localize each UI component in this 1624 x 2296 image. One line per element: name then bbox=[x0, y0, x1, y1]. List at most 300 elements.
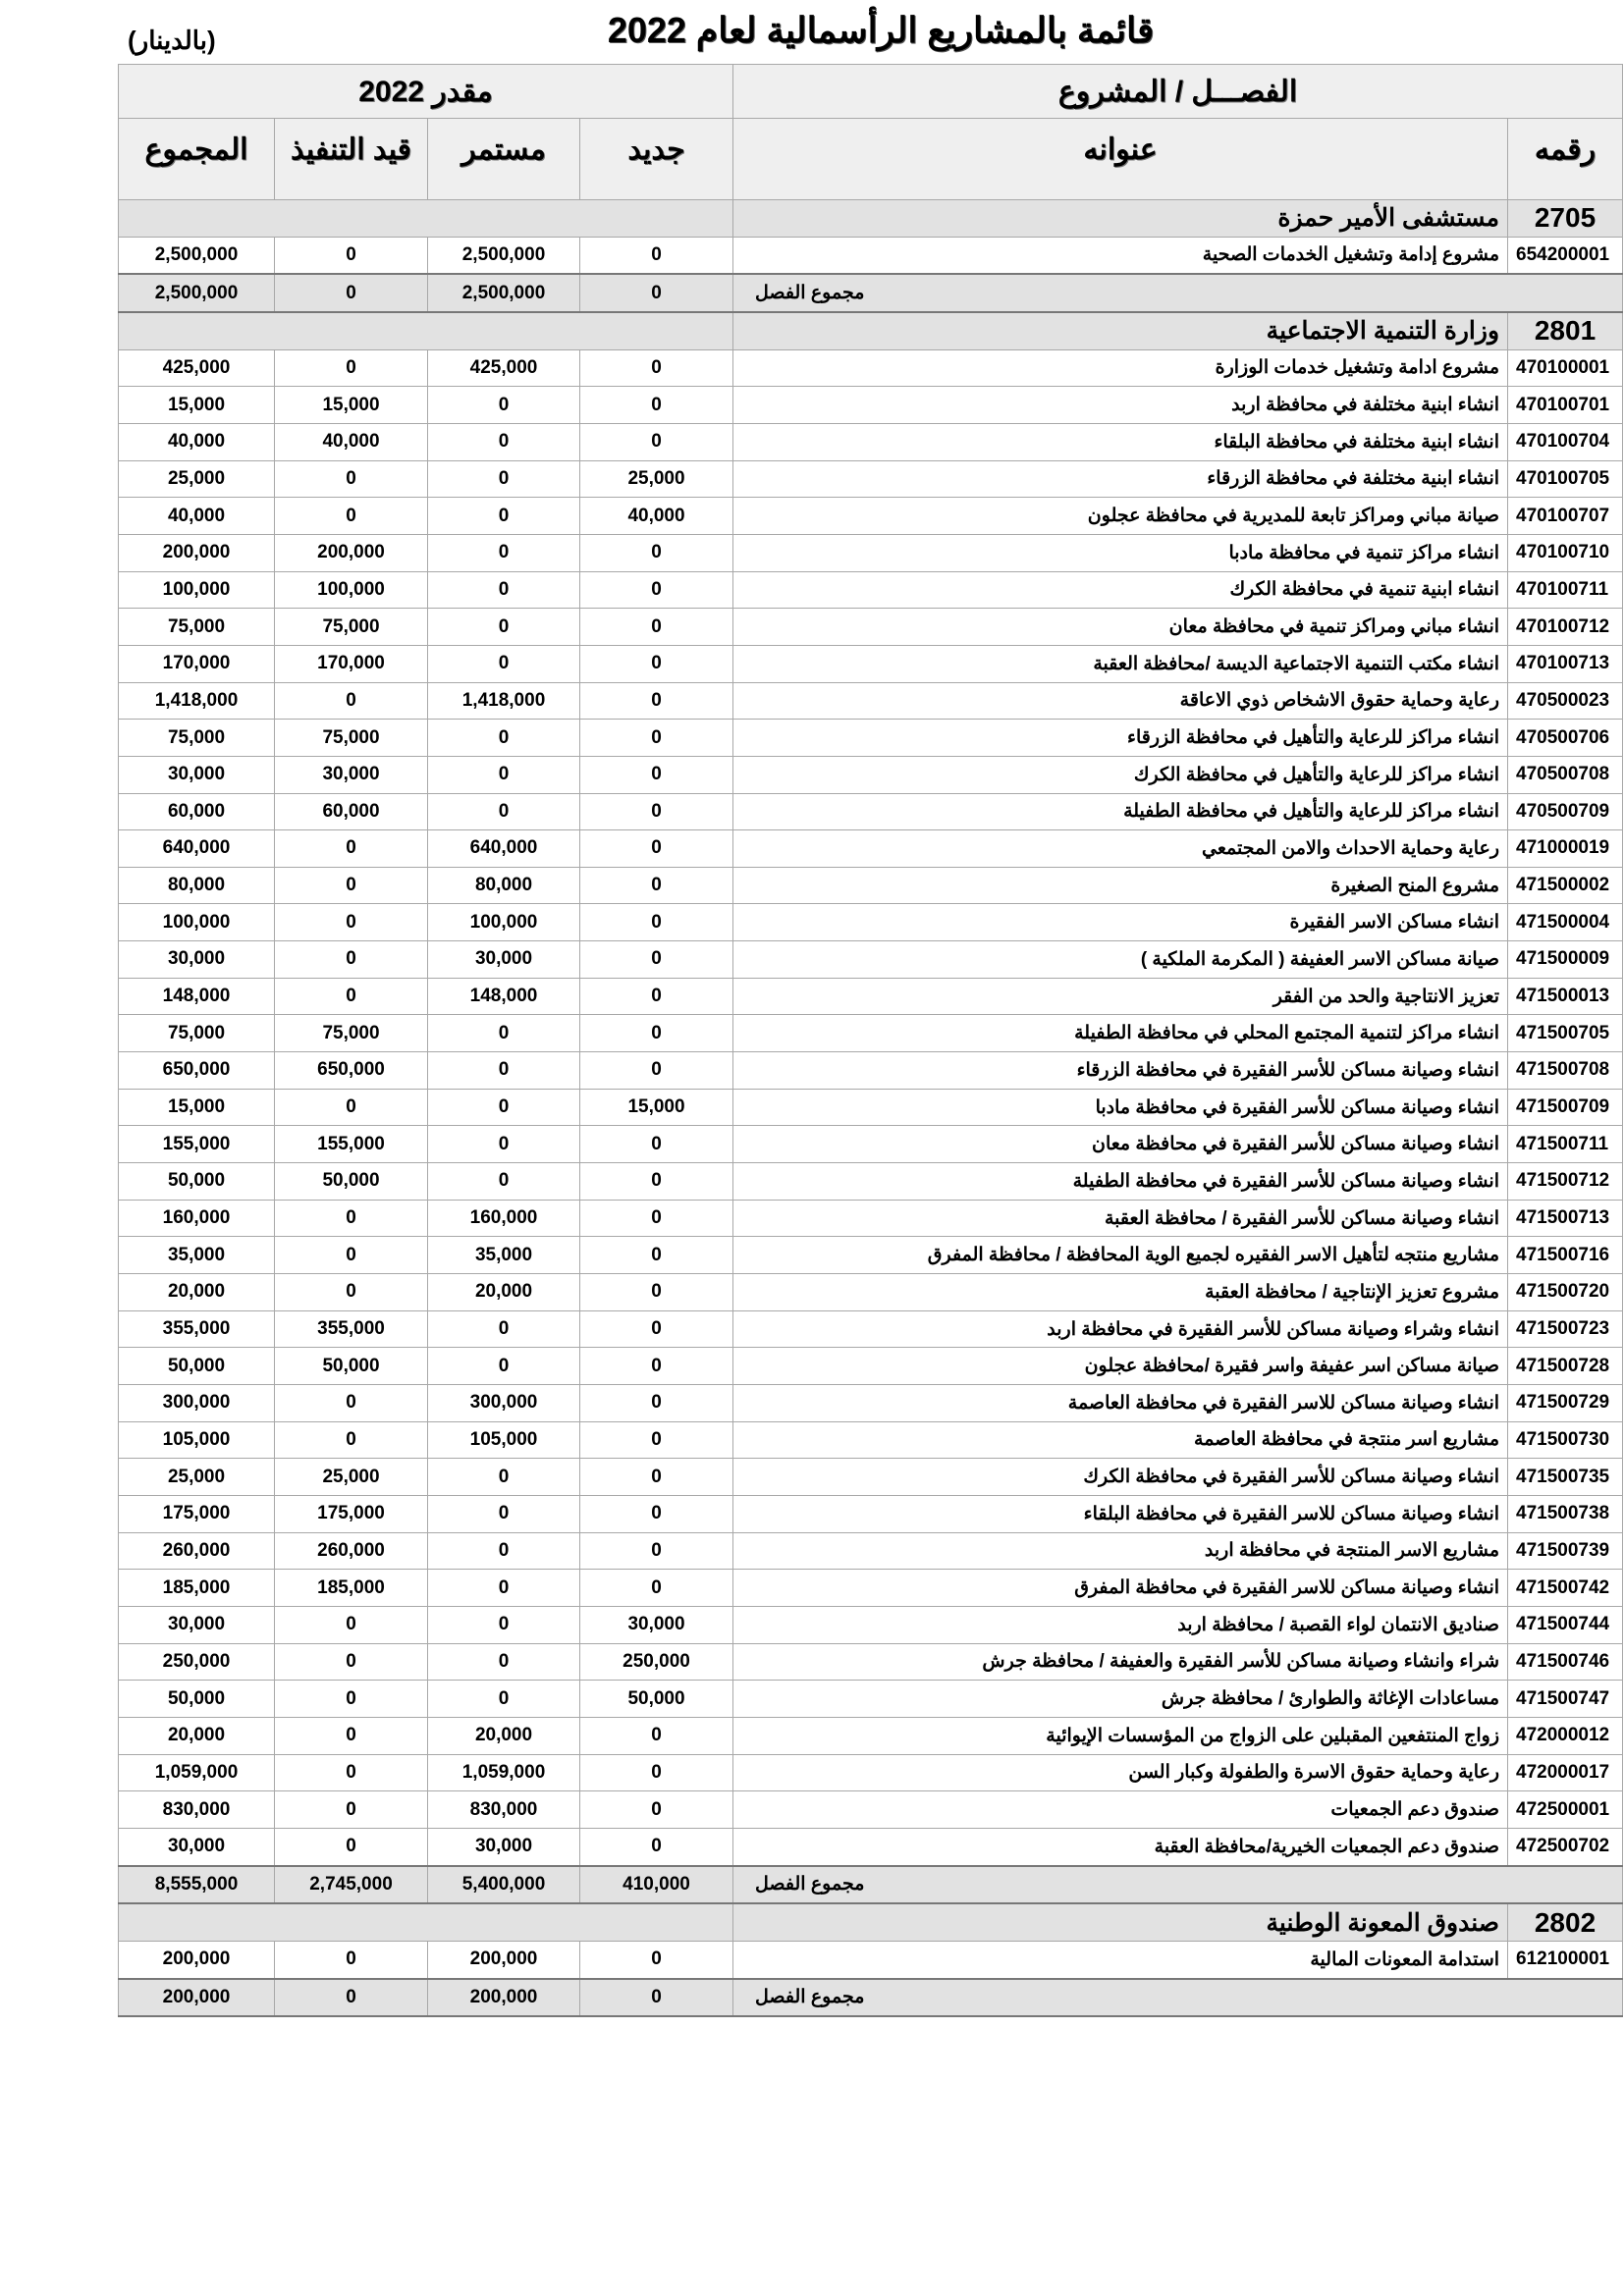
project-code-cell: 471500013 bbox=[1508, 978, 1623, 1015]
table-row bbox=[119, 793, 1623, 830]
in-progress-cell: 0 bbox=[275, 1717, 428, 1754]
continuing-cell: 100,000 bbox=[428, 904, 580, 941]
total-cell: 25,000 bbox=[119, 460, 275, 498]
in-progress-cell: 0 bbox=[275, 830, 428, 868]
total-cell: 1,059,000 bbox=[119, 1754, 275, 1791]
new-cell: 0 bbox=[580, 1052, 733, 1090]
continuing-cell: 0 bbox=[428, 720, 580, 757]
continuing-cell: 160,000 bbox=[428, 1200, 580, 1237]
project-code-cell: 471500739 bbox=[1508, 1532, 1623, 1570]
project-name-cell: انشاء مراكز للرعاية والتأهيل في محافظة الطفيلة bbox=[733, 793, 1508, 830]
new-cell: 0 bbox=[580, 1274, 733, 1311]
continuing-cell: 0 bbox=[428, 793, 580, 830]
section-code: 2801 bbox=[1508, 312, 1623, 349]
in-progress-cell: 25,000 bbox=[275, 1459, 428, 1496]
table-row bbox=[119, 571, 1623, 609]
continuing-cell: 0 bbox=[428, 1570, 580, 1607]
table-row bbox=[119, 830, 1623, 868]
section-total-label-cell bbox=[733, 1866, 1623, 1904]
continuing-cell: 0 bbox=[428, 1643, 580, 1681]
total-cell: 25,000 bbox=[119, 1459, 275, 1496]
table-row bbox=[119, 1089, 1623, 1126]
in-progress-cell: 175,000 bbox=[275, 1495, 428, 1532]
new-cell: 0 bbox=[580, 830, 733, 868]
continuing-cell: 0 bbox=[428, 1052, 580, 1090]
table-row bbox=[119, 1459, 1623, 1496]
continuing-cell: 80,000 bbox=[428, 867, 580, 904]
in-progress-cell: 50,000 bbox=[275, 1163, 428, 1201]
project-name-cell: مشروع تعزيز الإنتاجية / محافظة العقبة bbox=[733, 1274, 1508, 1311]
table-row bbox=[119, 1754, 1623, 1791]
in-progress-cell: 0 bbox=[275, 349, 428, 387]
total-cell: 40,000 bbox=[119, 423, 275, 460]
in-progress-cell: 0 bbox=[275, 460, 428, 498]
total-cell: 1,418,000 bbox=[119, 682, 275, 720]
table-row bbox=[119, 387, 1623, 424]
in-progress-cell: 100,000 bbox=[275, 571, 428, 609]
in-progress-cell: 0 bbox=[275, 498, 428, 535]
project-code-cell: 470100001 bbox=[1508, 349, 1623, 387]
new-cell: 0 bbox=[580, 1570, 733, 1607]
in-progress-cell: 0 bbox=[275, 1681, 428, 1718]
project-code-cell: 471500002 bbox=[1508, 867, 1623, 904]
total-cell: 148,000 bbox=[119, 978, 275, 1015]
page-title-text: قائمة بالمشاريع الرأسمالية لعام 2022 bbox=[607, 10, 1155, 50]
project-code-cell: 472000012 bbox=[1508, 1717, 1623, 1754]
page-title bbox=[0, 10, 1624, 51]
new-cell: 0 bbox=[580, 1163, 733, 1201]
project-code-cell: 471500744 bbox=[1508, 1606, 1623, 1643]
project-code-cell: 470500708 bbox=[1508, 756, 1623, 793]
continuing-cell: 1,059,000 bbox=[428, 1754, 580, 1791]
section-code: 2705 bbox=[1508, 200, 1623, 238]
total-cell: 50,000 bbox=[119, 1163, 275, 1201]
project-code-cell: 470100711 bbox=[1508, 571, 1623, 609]
in-progress-cell: 15,000 bbox=[275, 387, 428, 424]
total-cell: 160,000 bbox=[119, 1200, 275, 1237]
in-progress-cell: 170,000 bbox=[275, 645, 428, 682]
in-progress-cell: 30,000 bbox=[275, 756, 428, 793]
continuing-cell: 425,000 bbox=[428, 349, 580, 387]
project-name-cell: انشاء مراكز لتنمية المجتمع المحلي في محافظة الطفيلة bbox=[733, 1015, 1508, 1052]
col-continuing-header: مستمر bbox=[428, 119, 580, 200]
project-name-cell: مشروع المنح الصغيرة bbox=[733, 867, 1508, 904]
section-header-row bbox=[119, 312, 1623, 349]
project-name-cell: صيانة مساكن الاسر العفيفة ( المكرمة الملكية ) bbox=[733, 941, 1508, 979]
continuing-cell: 1,418,000 bbox=[428, 682, 580, 720]
table-row bbox=[119, 534, 1623, 571]
project-code-cell: 471500009 bbox=[1508, 941, 1623, 979]
project-name-cell: رعاية وحماية حقوق الاسرة والطفولة وكبار السن bbox=[733, 1754, 1508, 1791]
project-code-cell: 470100701 bbox=[1508, 387, 1623, 424]
project-name-cell: انشاء وصيانة مساكن للاسر الفقيرة في محافظة البلقاء bbox=[733, 1495, 1508, 1532]
continuing-cell: 0 bbox=[428, 423, 580, 460]
table-row bbox=[119, 1348, 1623, 1385]
new-cell: 15,000 bbox=[580, 1089, 733, 1126]
project-code-cell: 471500708 bbox=[1508, 1052, 1623, 1090]
project-name-cell: صندوق دعم الجمعيات bbox=[733, 1791, 1508, 1829]
project-name-cell: انشاء ابنية مختلفة في محافظة اربد bbox=[733, 387, 1508, 424]
new-cell: 0 bbox=[580, 1754, 733, 1791]
project-code-cell: 471500713 bbox=[1508, 1200, 1623, 1237]
table-row bbox=[119, 237, 1623, 274]
project-name-cell: مشاريع منتجه لتأهيل الاسر الفقيره لجميع الوية المحافظة / محافظة المفرق bbox=[733, 1237, 1508, 1274]
new-sum-cell: 0 bbox=[580, 274, 733, 312]
project-name-cell: صيانة مساكن اسر عفيفة واسر فقيرة /محافظة عجلون bbox=[733, 1348, 1508, 1385]
in-progress-cell: 0 bbox=[275, 1385, 428, 1422]
table-row bbox=[119, 1643, 1623, 1681]
project-name-cell: انشاء وصيانة مساكن للأسر الفقيرة في محافظة الطفيلة bbox=[733, 1163, 1508, 1201]
continuing-cell: 830,000 bbox=[428, 1791, 580, 1829]
new-sum-cell: 410,000 bbox=[580, 1866, 733, 1904]
new-cell: 0 bbox=[580, 904, 733, 941]
project-code-cell: 471500716 bbox=[1508, 1237, 1623, 1274]
total-cell: 300,000 bbox=[119, 1385, 275, 1422]
in-progress-cell: 0 bbox=[275, 1828, 428, 1865]
currency-unit-label: (بالدينار) bbox=[128, 26, 216, 55]
continuing-cell: 0 bbox=[428, 1606, 580, 1643]
continuing-cell: 0 bbox=[428, 1310, 580, 1348]
new-cell: 0 bbox=[580, 1310, 733, 1348]
in-progress-cell: 75,000 bbox=[275, 609, 428, 646]
total-sum-cell: 200,000 bbox=[119, 1979, 275, 2017]
continuing-cell: 0 bbox=[428, 1126, 580, 1163]
table-row bbox=[119, 1495, 1623, 1532]
continuing-cell: 200,000 bbox=[428, 1941, 580, 1978]
new-cell: 0 bbox=[580, 1532, 733, 1570]
project-name-cell: انشاء وشراء وصيانة مساكن للأسر الفقيرة في محافظة اربد bbox=[733, 1310, 1508, 1348]
project-name-cell: رعاية وحماية الاحداث والامن المجتمعي bbox=[733, 830, 1508, 868]
project-code-cell: 471500735 bbox=[1508, 1459, 1623, 1496]
table-row bbox=[119, 941, 1623, 979]
project-code-cell: 470100710 bbox=[1508, 534, 1623, 571]
table-row bbox=[119, 460, 1623, 498]
project-name-cell: انشاء ابنية مختلفة في محافظة الزرقاء bbox=[733, 460, 1508, 498]
total-cell: 425,000 bbox=[119, 349, 275, 387]
table-row bbox=[119, 1421, 1623, 1459]
in-progress-cell: 200,000 bbox=[275, 534, 428, 571]
total-cell: 20,000 bbox=[119, 1717, 275, 1754]
in-progress-sum-cell: 0 bbox=[275, 274, 428, 312]
in-progress-cell: 75,000 bbox=[275, 1015, 428, 1052]
in-progress-cell: 0 bbox=[275, 867, 428, 904]
table-row bbox=[119, 1385, 1623, 1422]
new-cell: 0 bbox=[580, 1717, 733, 1754]
table-row bbox=[119, 867, 1623, 904]
project-name-cell: انشاء مساكن الاسر الفقيرة bbox=[733, 904, 1508, 941]
continuing-cell: 0 bbox=[428, 645, 580, 682]
in-progress-cell: 260,000 bbox=[275, 1532, 428, 1570]
section-total-row bbox=[119, 1866, 1623, 1904]
in-progress-cell: 50,000 bbox=[275, 1348, 428, 1385]
table-row bbox=[119, 1200, 1623, 1237]
continuing-cell: 0 bbox=[428, 571, 580, 609]
table-row bbox=[119, 1310, 1623, 1348]
new-cell: 0 bbox=[580, 941, 733, 979]
continuing-sum-cell: 200,000 bbox=[428, 1979, 580, 2017]
project-code-cell: 470500706 bbox=[1508, 720, 1623, 757]
project-code-cell: 471500729 bbox=[1508, 1385, 1623, 1422]
new-cell: 0 bbox=[580, 1237, 733, 1274]
total-cell: 80,000 bbox=[119, 867, 275, 904]
new-cell: 0 bbox=[580, 867, 733, 904]
in-progress-cell: 40,000 bbox=[275, 423, 428, 460]
total-cell: 15,000 bbox=[119, 1089, 275, 1126]
table-row bbox=[119, 1570, 1623, 1607]
project-name-cell: رعاية وحماية حقوق الاشخاص ذوي الاعاقة bbox=[733, 682, 1508, 720]
continuing-cell: 20,000 bbox=[428, 1717, 580, 1754]
total-cell: 170,000 bbox=[119, 645, 275, 682]
project-code-cell: 471500004 bbox=[1508, 904, 1623, 941]
continuing-cell: 640,000 bbox=[428, 830, 580, 868]
project-code-cell: 471500742 bbox=[1508, 1570, 1623, 1607]
project-code-cell: 471500738 bbox=[1508, 1495, 1623, 1532]
continuing-cell: 0 bbox=[428, 756, 580, 793]
project-name-cell: انشاء وصيانة مساكن للاسر الفقيرة في محافظة المفرق bbox=[733, 1570, 1508, 1607]
new-cell: 0 bbox=[580, 1495, 733, 1532]
new-cell: 0 bbox=[580, 1385, 733, 1422]
project-name-cell: انشاء مراكز للرعاية والتأهيل في محافظة الزرقاء bbox=[733, 720, 1508, 757]
in-progress-cell: 0 bbox=[275, 1643, 428, 1681]
new-cell: 0 bbox=[580, 720, 733, 757]
project-name-cell: استدامة المعونات المالية bbox=[733, 1941, 1508, 1978]
new-cell: 0 bbox=[580, 1200, 733, 1237]
total-sum-cell: 8,555,000 bbox=[119, 1866, 275, 1904]
project-name-cell: انشاء مكتب التنمية الاجتماعية الديسة /محافظة العقبة bbox=[733, 645, 1508, 682]
total-cell: 30,000 bbox=[119, 1828, 275, 1865]
estimate-group-header: مقدر 2022 bbox=[119, 65, 733, 119]
table-row bbox=[119, 1717, 1623, 1754]
continuing-cell: 35,000 bbox=[428, 1237, 580, 1274]
total-cell: 75,000 bbox=[119, 720, 275, 757]
total-cell: 30,000 bbox=[119, 1606, 275, 1643]
total-cell: 260,000 bbox=[119, 1532, 275, 1570]
project-name-cell: انشاء وصيانة مساكن للأسر الفقيرة في محافظة معان bbox=[733, 1126, 1508, 1163]
project-code-cell: 471500728 bbox=[1508, 1348, 1623, 1385]
table-row bbox=[119, 1791, 1623, 1829]
new-cell: 0 bbox=[580, 978, 733, 1015]
project-code-cell: 472500702 bbox=[1508, 1828, 1623, 1865]
new-cell: 0 bbox=[580, 237, 733, 274]
new-cell: 0 bbox=[580, 756, 733, 793]
col-new-header: جديد bbox=[580, 119, 733, 200]
project-code-cell: 471500747 bbox=[1508, 1681, 1623, 1718]
section-total-label: مجموع الفصل bbox=[755, 283, 865, 304]
project-code-cell: 471500705 bbox=[1508, 1015, 1623, 1052]
total-cell: 15,000 bbox=[119, 387, 275, 424]
continuing-cell: 0 bbox=[428, 1089, 580, 1126]
project-name-cell: انشاء وصيانة مساكن للأسر الفقيرة في محافظة الزرقاء bbox=[733, 1052, 1508, 1090]
in-progress-cell: 75,000 bbox=[275, 720, 428, 757]
in-progress-cell: 0 bbox=[275, 1274, 428, 1311]
new-cell: 0 bbox=[580, 423, 733, 460]
in-progress-cell: 650,000 bbox=[275, 1052, 428, 1090]
table-row bbox=[119, 1606, 1623, 1643]
continuing-cell: 0 bbox=[428, 1163, 580, 1201]
table-body bbox=[119, 200, 1623, 2017]
continuing-cell: 20,000 bbox=[428, 1274, 580, 1311]
project-code-cell: 471500730 bbox=[1508, 1421, 1623, 1459]
new-cell: 50,000 bbox=[580, 1681, 733, 1718]
project-code-cell: 470500023 bbox=[1508, 682, 1623, 720]
table-row bbox=[119, 1126, 1623, 1163]
project-name-cell: انشاء وصيانة مساكن للاسر الفقيرة في محافظة العاصمة bbox=[733, 1385, 1508, 1422]
new-cell: 0 bbox=[580, 1015, 733, 1052]
col-total-header: المجموع bbox=[119, 119, 275, 200]
section-name: وزارة التنمية الاجتماعية bbox=[733, 312, 1508, 349]
total-cell: 200,000 bbox=[119, 1941, 275, 1978]
continuing-cell: 0 bbox=[428, 460, 580, 498]
continuing-cell: 2,500,000 bbox=[428, 237, 580, 274]
continuing-sum-cell: 2,500,000 bbox=[428, 274, 580, 312]
total-cell: 640,000 bbox=[119, 830, 275, 868]
project-code-cell: 471500709 bbox=[1508, 1089, 1623, 1126]
project-name-cell: مساعادات الإغاثة والطوارئ / محافظة جرش bbox=[733, 1681, 1508, 1718]
project-name-cell: صناديق الانتمان لواء القصبة / محافظة اربد bbox=[733, 1606, 1508, 1643]
project-code-cell: 471500711 bbox=[1508, 1126, 1623, 1163]
new-cell: 0 bbox=[580, 1421, 733, 1459]
project-code-cell: 471500723 bbox=[1508, 1310, 1623, 1348]
total-cell: 200,000 bbox=[119, 534, 275, 571]
total-cell: 60,000 bbox=[119, 793, 275, 830]
project-name-cell: انشاء وصيانة مساكن للأسر الفقيرة في محافظة الكرك bbox=[733, 1459, 1508, 1496]
table-row bbox=[119, 423, 1623, 460]
total-cell: 175,000 bbox=[119, 1495, 275, 1532]
project-name-cell: صيانة مباني ومراكز تابعة للمديرية في محافظة عجلون bbox=[733, 498, 1508, 535]
table-row bbox=[119, 1274, 1623, 1311]
col-name-header: عنوانه bbox=[733, 119, 1508, 200]
continuing-cell: 0 bbox=[428, 1532, 580, 1570]
continuing-cell: 0 bbox=[428, 387, 580, 424]
total-cell: 30,000 bbox=[119, 941, 275, 979]
continuing-cell: 148,000 bbox=[428, 978, 580, 1015]
continuing-cell: 0 bbox=[428, 1348, 580, 1385]
table-row bbox=[119, 645, 1623, 682]
total-cell: 100,000 bbox=[119, 571, 275, 609]
table-row bbox=[119, 904, 1623, 941]
in-progress-cell: 0 bbox=[275, 682, 428, 720]
new-cell: 0 bbox=[580, 349, 733, 387]
total-cell: 355,000 bbox=[119, 1310, 275, 1348]
new-cell: 0 bbox=[580, 1791, 733, 1829]
new-cell: 0 bbox=[580, 1828, 733, 1865]
project-name-cell: انشاء مراكز للرعاية والتأهيل في محافظة الكرك bbox=[733, 756, 1508, 793]
in-progress-sum-cell: 2,745,000 bbox=[275, 1866, 428, 1904]
total-cell: 20,000 bbox=[119, 1274, 275, 1311]
table-row bbox=[119, 498, 1623, 535]
total-cell: 2,500,000 bbox=[119, 237, 275, 274]
table-row bbox=[119, 609, 1623, 646]
new-cell: 0 bbox=[580, 609, 733, 646]
total-cell: 35,000 bbox=[119, 1237, 275, 1274]
table-row bbox=[119, 1237, 1623, 1274]
in-progress-cell: 0 bbox=[275, 941, 428, 979]
project-code-cell: 612100001 bbox=[1508, 1941, 1623, 1978]
continuing-sum-cell: 5,400,000 bbox=[428, 1866, 580, 1904]
project-name-cell: مشروع ادامة وتشغيل خدمات الوزارة bbox=[733, 349, 1508, 387]
section-total-row bbox=[119, 1979, 1623, 2017]
continuing-cell: 30,000 bbox=[428, 941, 580, 979]
project-code-cell: 472000017 bbox=[1508, 1754, 1623, 1791]
total-cell: 40,000 bbox=[119, 498, 275, 535]
total-cell: 105,000 bbox=[119, 1421, 275, 1459]
total-cell: 185,000 bbox=[119, 1570, 275, 1607]
project-name-cell: مشاريع الاسر المنتجة في محافظة اربد bbox=[733, 1532, 1508, 1570]
project-code-cell: 470100704 bbox=[1508, 423, 1623, 460]
total-cell: 650,000 bbox=[119, 1052, 275, 1090]
capital-projects-table bbox=[118, 64, 1623, 2017]
table-row bbox=[119, 1052, 1623, 1090]
total-cell: 75,000 bbox=[119, 1015, 275, 1052]
section-total-label: مجموع الفصل bbox=[755, 1874, 865, 1896]
new-cell: 30,000 bbox=[580, 1606, 733, 1643]
total-sum-cell: 2,500,000 bbox=[119, 274, 275, 312]
in-progress-cell: 0 bbox=[275, 1089, 428, 1126]
project-group-header: الفصـــل / المشروع bbox=[733, 65, 1623, 119]
col-in-progress-header: قيد التنفيذ bbox=[275, 119, 428, 200]
project-name-cell: انشاء مراكز تنمية في محافظة مادبا bbox=[733, 534, 1508, 571]
in-progress-cell: 60,000 bbox=[275, 793, 428, 830]
table-row bbox=[119, 349, 1623, 387]
section-blank-cell bbox=[119, 200, 733, 238]
total-cell: 250,000 bbox=[119, 1643, 275, 1681]
in-progress-cell: 0 bbox=[275, 1754, 428, 1791]
continuing-cell: 0 bbox=[428, 1015, 580, 1052]
project-name-cell: انشاء وصيانة مساكن للأسر الفقيرة في محافظة مادبا bbox=[733, 1089, 1508, 1126]
section-total-label: مجموع الفصل bbox=[755, 1987, 865, 2008]
project-code-cell: 472500001 bbox=[1508, 1791, 1623, 1829]
total-cell: 50,000 bbox=[119, 1681, 275, 1718]
section-code: 2802 bbox=[1508, 1903, 1623, 1941]
project-name-cell: تعزيز الانتاجية والحد من الفقر bbox=[733, 978, 1508, 1015]
new-cell: 25,000 bbox=[580, 460, 733, 498]
new-cell: 0 bbox=[580, 571, 733, 609]
new-cell: 0 bbox=[580, 682, 733, 720]
new-cell: 0 bbox=[580, 534, 733, 571]
project-code-cell: 471500746 bbox=[1508, 1643, 1623, 1681]
section-total-label-cell bbox=[733, 1979, 1623, 2017]
in-progress-cell: 0 bbox=[275, 1200, 428, 1237]
new-cell: 0 bbox=[580, 1459, 733, 1496]
section-name: صندوق المعونة الوطنية bbox=[733, 1903, 1508, 1941]
continuing-cell: 0 bbox=[428, 534, 580, 571]
in-progress-cell: 0 bbox=[275, 1421, 428, 1459]
table-row bbox=[119, 682, 1623, 720]
table-row bbox=[119, 756, 1623, 793]
table-row bbox=[119, 1163, 1623, 1201]
project-name-cell: مشروع إدامة وتشغيل الخدمات الصحية bbox=[733, 237, 1508, 274]
table-row bbox=[119, 1681, 1623, 1718]
in-progress-cell: 0 bbox=[275, 1941, 428, 1978]
in-progress-cell: 0 bbox=[275, 1791, 428, 1829]
in-progress-cell: 0 bbox=[275, 904, 428, 941]
table-row bbox=[119, 1015, 1623, 1052]
continuing-cell: 0 bbox=[428, 1459, 580, 1496]
project-name-cell: صندوق دعم الجمعيات الخيرية/محافظة العقبة bbox=[733, 1828, 1508, 1865]
project-code-cell: 471000019 bbox=[1508, 830, 1623, 868]
continuing-cell: 105,000 bbox=[428, 1421, 580, 1459]
in-progress-sum-cell: 0 bbox=[275, 1979, 428, 2017]
project-code-cell: 471500720 bbox=[1508, 1274, 1623, 1311]
in-progress-cell: 0 bbox=[275, 978, 428, 1015]
table-row bbox=[119, 720, 1623, 757]
project-name-cell: انشاء ابنية تنمية في محافظة الكرك bbox=[733, 571, 1508, 609]
in-progress-cell: 355,000 bbox=[275, 1310, 428, 1348]
project-code-cell: 470100705 bbox=[1508, 460, 1623, 498]
total-cell: 50,000 bbox=[119, 1348, 275, 1385]
total-cell: 155,000 bbox=[119, 1126, 275, 1163]
table-row bbox=[119, 1532, 1623, 1570]
